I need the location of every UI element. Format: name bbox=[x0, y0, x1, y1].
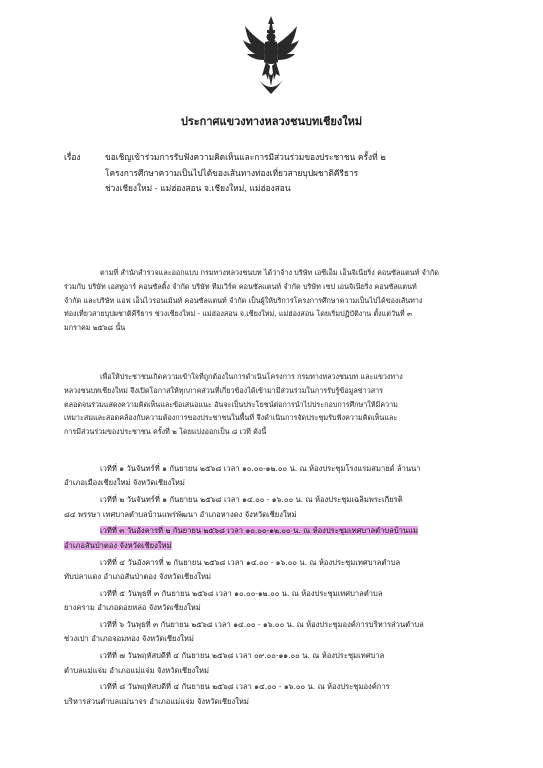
paragraph-line: เพื่อให้ประชาชนเกิดความเข้าใจที่ถูกต้องในการดำเนินโครงการ กรมทางหลวงชนบท และแขวงทาง bbox=[100, 372, 403, 381]
session-item bbox=[64, 680, 496, 709]
session-line: เวทีที่ ๔ วันอังคารที่ ๒ กันยายน ๒๕๖๘ เวลา ๑๔.๐๐ - ๑๖.๐๐ น. ณ ห้องประชุมเทศบาลตำบล bbox=[100, 557, 401, 567]
subject-line: โครงการศึกษาความเป็นไปได้ของเส้นทางท่องเที่ยวสายบุปผชาติคีรีธาร bbox=[105, 167, 359, 178]
session-line: ๘๔ พรรษา เทศบาลตำบลบ้านแพร่พัฒนา อำเภอหางดง จังหวัดเชียงใหม่ bbox=[64, 509, 297, 519]
session-list bbox=[64, 462, 496, 712]
session-item bbox=[64, 587, 496, 616]
session-line: บริหารส่วนตำบลแม่นาจร อำเภอแม่แจ่ม จังหวัดเชียงใหม่ bbox=[64, 696, 249, 706]
session-line: ทับปลาแดง อำเภอสันป่าตอง จังหวัดเชียงใหม่ bbox=[64, 572, 212, 582]
session-line: เวทีที่ ๖ วันพุธที่ ๓ กันยายน ๒๕๖๘ เวลา ๑๔.๐๐ - ๑๖.๐๐ น. ณ ห้องประชุมองค์การบริหารส่วนตำบล bbox=[100, 620, 424, 630]
paragraph-line: เหมาะสมและสอดคล้องกับความต้องการของประชาชนในพื้นที่ จึงดำเนินการจัดประชุมรับฟังความคิดเห็นและ bbox=[64, 413, 398, 423]
highlighted-session-line: อำเภอสันป่าตอง จังหวัดเชียงใหม่ bbox=[64, 540, 172, 550]
session-line: ช่วงเปา อำเภอจอมทอง จังหวัดเชียงใหม่ bbox=[64, 634, 194, 644]
session-line-wrap bbox=[64, 524, 496, 538]
page-title: ประกาศแขวงทางหลวงชนบทเชียงใหม่ bbox=[180, 115, 363, 128]
session-line: อำเภอเมืองเชียงใหม่ จังหวัดเชียงใหม่ bbox=[64, 478, 185, 488]
session-line: เวทีที่ ๗ วันพฤหัสบดีที่ ๔ กันยายน ๒๕๖๘ เวลา ๐๙.๐๐-๑๑.๐๐ น. ณ ห้องประชุมเทศบาล bbox=[100, 651, 385, 661]
purpose-paragraph bbox=[64, 370, 492, 439]
session-item-highlighted bbox=[64, 524, 496, 553]
paragraph-line: หลวงชนบทเชียงใหม่ จึงเปิดโอกาสให้ทุกภาคส่วนที่เกี่ยวข้องได้เข้ามามีส่วนร่วมในการรับรู้ข้อมูลข่าวสาร bbox=[64, 385, 384, 395]
session-item bbox=[64, 618, 496, 647]
paragraph-line: มกราคม ๒๕๖๘ นั้น bbox=[64, 323, 126, 333]
subject-label: เรื่อง bbox=[64, 152, 81, 162]
session-line: ตำบลแม่แจ่ม อำเภอแม่แจ่ม จังหวัดเชียงใหม่ bbox=[64, 665, 209, 675]
session-line-wrap bbox=[64, 539, 496, 553]
intro-paragraph bbox=[64, 266, 492, 335]
session-item bbox=[64, 462, 496, 491]
session-line: เวทีที่ ๕ วันพุธที่ ๓ กันยายน ๒๕๖๘ เวลา ๑๐.๐๐-๑๒.๐๐ น. ณ ห้องประชุมเทศบาลตำบล bbox=[100, 588, 383, 598]
session-item bbox=[64, 556, 496, 585]
subject-block bbox=[105, 150, 505, 197]
garuda-emblem-icon bbox=[241, 14, 301, 102]
subject-line: ขอเชิญเข้าร่วมการรับฟังความคิดเห็นและการมีส่วนร่วมของประชาชน ครั้งที่ ๒ bbox=[105, 152, 386, 162]
paragraph-line: ร่วมกับ บริษัท เอสทูอาร์ คอนซัลติ้ง จำกัด บริษัท ทีมเวิร์ค คอนซัลแตนท์ จำกัด บริษัท เซป เอนจิเนียริ่ง คอนซัลแตนท์ bbox=[64, 281, 417, 291]
session-item bbox=[64, 493, 496, 522]
session-line: เวทีที่ ๑ วันจันทร์ที่ ๑ กันยายน ๒๕๖๘ เวลา ๑๐.๐๐-๑๒.๐๐ น. ณ ห้องประชุมโรงแรมสมายด์ ล้านนา bbox=[100, 464, 421, 473]
paragraph-line: จำกัด และบริษัท แอฟ เอ็นไวรอนเม้นท์ คอนซัลแตนท์ จำกัด เป็นผู้ให้บริการโครงการศึกษาความเป็นไปได้ของเส้นทาง bbox=[64, 295, 423, 305]
subject-line: ช่วงเชียงใหม่ - แม่ฮ่องสอน จ.เชียงใหม่, แม่ฮ่องสอน bbox=[105, 183, 291, 194]
paragraph-line: ท่องเที่ยวสายบุปผชาติคีรีธาร ช่วงเชียงใหม่ - แม่ฮ่องสอน จ.เชียงใหม่, แม่ฮ่องสอน โดยเริ่มปฏิบัติงาน ตั้งแต่วันที่ ๓ bbox=[64, 309, 412, 319]
paragraph-line: ตลอดจนร่วมแสดงความคิดเห็นและข้อเสนอแนะ อันจะเป็นประโยชน์ต่อการนำไปประกอบการศึกษาให้มีความ bbox=[64, 399, 398, 409]
session-line: ยางคราม อำเภอดอยหล่อ จังหวัดเชียงใหม่ bbox=[64, 603, 201, 613]
paragraph-line: การมีส่วนร่วมของประชาชน ครั้งที่ ๒ โดยแบ่งออกเป็น ๘ เวที ดังนี้ bbox=[64, 427, 267, 437]
paragraph-line: ตามที่ สำนักสำรวจและออกแบบ กรมทางหลวงชนบท ได้ว่าจ้าง บริษัท เอซีเอ็ม เอ็นจิเนียริ่ง คอนซัลแตนท์ จำกัด bbox=[100, 268, 439, 277]
session-line: เวทีที่ ๘ วันพฤหัสบดีที่ ๔ กันยายน ๒๕๖๘ เวลา ๑๔.๐๐ - ๑๖.๐๐ น. ณ ห้องประชุมองค์การ bbox=[100, 682, 390, 692]
highlighted-session-line: เวทีที่ ๓ วันอังคารที่ ๒ กันยายน ๒๕๖๘ เวลา ๑๐.๐๐-๑๒.๐๐ น. ณ ห้องประชุมเทศบาลตำบลบ้านแม bbox=[100, 526, 418, 536]
session-line: เวทีที่ ๒ วันจันทร์ที่ ๑ กันยายน ๒๕๖๘ เวลา ๑๔.๐๐ - ๑๖.๐๐ น. ณ ห้องประชุมเฉลิมพระเกียรติ bbox=[100, 495, 403, 505]
session-item bbox=[64, 649, 496, 678]
